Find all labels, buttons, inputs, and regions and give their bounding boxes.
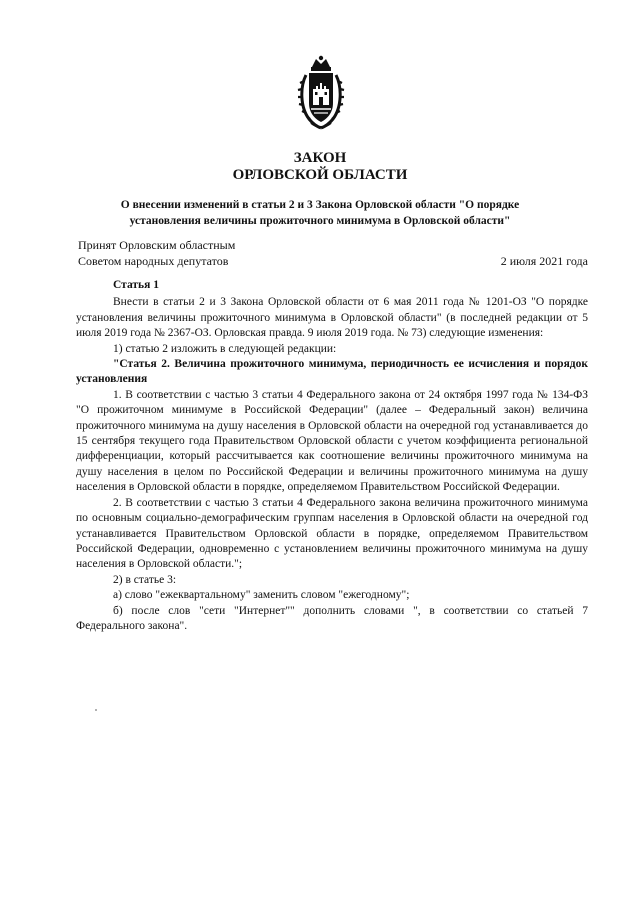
adoption-date: 2 июля 2021 года [500,254,588,268]
adopted-by [78,238,235,269]
amendment-item-2b: б) после слов "сети "Интернет"" дополнить словами ", в соответствии со статьей 7 Федерального закона". [76,604,588,632]
adopted-line-1: Принят Орловским областным [78,238,236,252]
article-intro: Внести в статьи 2 и 3 Закона Орловской области от 6 мая 2011 года № 1201-ОЗ "О порядке установления величины прожиточного минимума в Орловской области" (в последней редакции от 5 июля 2019 года № 2367-ОЗ. Орловская правда. 9 июля 2019 года. № 73) следующие изменения: [76,296,588,340]
amendment-item-1: 1) статью 2 изложить в следующей редакции: [113,342,337,355]
new-article-heading: "Статья 2. Величина прожиточного минимума, периодичность ее исчисления и порядок установления [76,358,588,386]
article-paragraph-2: 2. В соответствии с частью 3 статьи 4 Федерального закона величина прожиточного минимума по основным социально-демографическим группам населения в Орловской области на очередной год устанавливается Правительством Орловской области в порядке, определяемом Правительством Российской Федерации, одновременно с установлением величины прожиточного минимума на душу населения в Орловской области."; [76,496,588,571]
article-body [76,278,588,634]
law-title: ЗАКОН [293,150,347,166]
coat-of-arms-icon [297,53,345,131]
amendment-item-2a: а) слово "ежеквартальному" заменить словом "ежегодному"; [113,589,410,602]
scan-speck [95,709,97,711]
law-subtitle: О внесении изменений в статьи 2 и 3 Закона Орловской области "О порядке установления величины прожиточного минимума в Орловской области" [120,199,520,227]
article-label: Статья 1 [113,279,159,291]
amendment-item-2: 2) в статье 3: [113,573,177,586]
adopted-line-2: Советом народных депутатов [78,253,229,268]
region-title: ОРЛОВСКОЙ ОБЛАСТИ [232,167,408,183]
article-paragraph-1: 1. В соответствии с частью 3 статьи 4 Федерального закона от 24 октября 1997 года № 134-ФЗ "О прожиточном минимуме в Российской Федерации" (далее – Федеральный закон) величина прожиточного минимума на душу населения в Орловской области на очередной год устанавливается до 15 сентября текущего года Правительством Орловской области с учетом коэффициента региональной дифференциации, который рассчитывается как соотношение величины прожиточного минимума на душу населения в целом по Российской Федерации и величины прожиточного минимума на душу населения в Орловской области в порядке, определяемом Правительством Российской Федерации. [76,388,588,494]
